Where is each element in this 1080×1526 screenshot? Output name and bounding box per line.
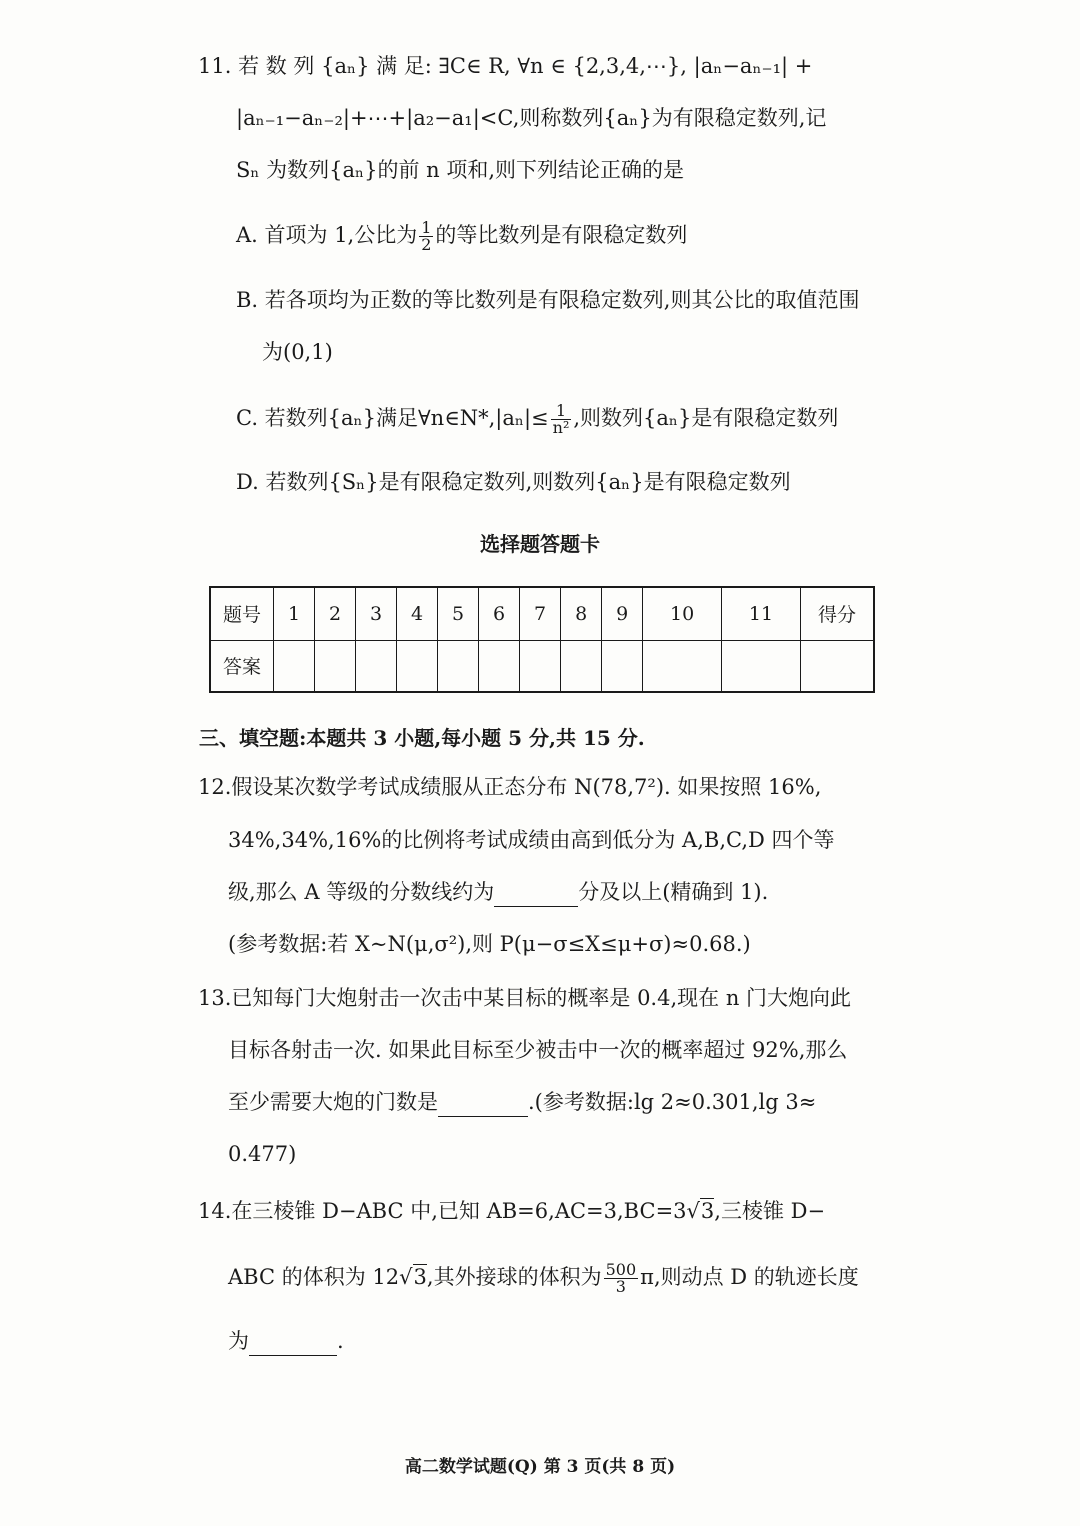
q11-line-1: 11. 若 数 列 {aₙ} 满 足: ∃C∈ R, ∀n ∈ {2,3,4,⋯}, |aₙ−aₙ₋₁| +	[198, 54, 813, 78]
question-number-cell: 11	[722, 587, 801, 640]
page-footer: 高二数学试题(Q) 第 3 页(共 8 页)	[404, 1457, 676, 1477]
option-a-text: A. 首项为 1,公比为	[236, 223, 418, 247]
answer-cell[interactable]	[520, 640, 561, 692]
q13-line-4: 0.477)	[228, 1142, 297, 1166]
q14-line-2: ABC 的体积为 12√3,其外接球的体积为 $\frac{500}{3}$ π,则动点 D 的轨迹长度	[228, 1260, 859, 1296]
answer-row	[210, 640, 874, 692]
q14-text: 为	[228, 1329, 249, 1353]
q14-text-end: .	[337, 1329, 344, 1353]
answer-blank[interactable]	[438, 1088, 528, 1117]
q13-line-1: 13.已知每门大炮射击一次击中某目标的概率是 0.4,现在 n 门大炮向此	[198, 986, 852, 1010]
answer-blank[interactable]	[494, 878, 578, 907]
answer-cell[interactable]	[274, 640, 315, 692]
answer-cell[interactable]	[397, 640, 438, 692]
q11-option-c	[236, 403, 838, 436]
q14-text-mid: ,其外接球的体积为	[426, 1265, 602, 1289]
answer-card-table	[209, 586, 875, 693]
answer-cell[interactable]	[722, 640, 801, 692]
question-number-cell: 3	[356, 587, 397, 640]
q14-text-end: π,则动点 D 的轨迹长度	[640, 1265, 859, 1289]
q11-line-2: |aₙ₋₁−aₙ₋₂|+⋯+|a₂−a₁|<C,则称数列{aₙ}为有限稳定数列,记	[236, 106, 827, 130]
fraction-500-over-3	[604, 1262, 639, 1295]
answer-cell[interactable]	[479, 640, 520, 692]
q11-option-b-line-1: B. 若各项均为正数的等比数列是有限稳定数列,则其公比的取值范围	[236, 288, 860, 312]
question-number-cell: 2	[315, 587, 356, 640]
row-label-answer: 答案	[210, 640, 274, 692]
question-number-cell: 8	[561, 587, 602, 640]
radicand: 3	[700, 1199, 715, 1223]
score-label-cell: 得分	[801, 587, 875, 640]
answer-cell[interactable]	[438, 640, 479, 692]
fraction-denominator: 2	[421, 235, 432, 254]
q14-line-1: 14.在三棱锥 D−ABC 中,已知 AB=6,AC=3,BC=3√3,三棱锥 D−	[198, 1199, 826, 1223]
q11-option-d: D. 若数列{Sₙ}是有限稳定数列,则数列{aₙ}是有限稳定数列	[236, 470, 791, 494]
question-number-cell: 9	[602, 587, 643, 640]
radicand: 3	[413, 1265, 427, 1289]
q12-reference-data: (参考数据:若 X∼N(μ,σ²),则 P(μ−σ≤X≤μ+σ)≈0.68.)	[228, 932, 751, 956]
fraction-denominator: 3	[615, 1277, 626, 1296]
answer-blank[interactable]	[249, 1327, 337, 1356]
q12-text: 级,那么 A 等级的分数线约为	[228, 880, 495, 904]
q13-text-end: .(参考数据:lg 2≈0.301,lg 3≈	[528, 1090, 817, 1114]
question-number-cell: 4	[397, 587, 438, 640]
question-number-cell: 7	[520, 587, 561, 640]
fraction-numerator: 1	[551, 403, 572, 420]
q14-text-end: ,三棱锥 D−	[714, 1199, 826, 1223]
fraction-numerator: 500	[605, 1260, 637, 1279]
q12-line-1: 12.假设某次数学考试成绩服从正态分布 N(78,7²). 如果按照 16%,	[198, 775, 822, 799]
answer-cell[interactable]	[561, 640, 602, 692]
fraction-denominator: n²	[552, 418, 570, 437]
q12-text-end: 分及以上(精确到 1).	[578, 880, 769, 904]
q13-text: 至少需要大炮的门数是	[228, 1090, 438, 1114]
question-number-cell: 10	[643, 587, 722, 640]
fraction-one-over-n-squared	[551, 403, 572, 436]
answer-cell[interactable]	[315, 640, 356, 692]
q13-line-2: 目标各射击一次. 如果此目标至少被击中一次的概率超过 92%,那么	[228, 1038, 848, 1062]
score-cell[interactable]	[801, 640, 875, 692]
answer-cell[interactable]	[643, 640, 722, 692]
question-number-cell: 6	[479, 587, 520, 640]
q13-line-3	[228, 1088, 816, 1117]
fraction-numerator: 1	[421, 218, 432, 237]
q14-text: ABC 的体积为 12	[228, 1265, 400, 1289]
option-c-text: C. 若数列{aₙ}满足∀n∈N*,|aₙ|≤	[236, 406, 549, 430]
q14-text: 14.在三棱锥 D−ABC 中,已知 AB=6,AC=3,BC=3	[198, 1199, 687, 1223]
question-number-row	[210, 587, 874, 640]
q12-line-3	[228, 878, 768, 907]
q11-option-b-line-2: 为(0,1)	[262, 340, 333, 364]
question-number-cell: 1	[274, 587, 315, 640]
q12-line-2: 34%,34%,16%的比例将考试成绩由高到低分为 A,B,C,D 四个等	[228, 828, 835, 852]
option-a-text-end: 的等比数列是有限稳定数列	[435, 223, 688, 247]
answer-cell[interactable]	[602, 640, 643, 692]
row-label-question-number: 题号	[210, 587, 274, 640]
question-number-cell: 5	[438, 587, 479, 640]
answer-cell[interactable]	[356, 640, 397, 692]
fraction-one-half	[419, 220, 433, 253]
option-c-text-end: ,则数列{aₙ}是有限稳定数列	[573, 406, 839, 430]
answer-card-title: 选择题答题卡	[480, 532, 600, 556]
q11-option-a	[236, 220, 687, 253]
section-heading-fill-in: 三、填空题:本题共 3 小题,每小题 5 分,共 15 分.	[199, 726, 645, 750]
q11-line-3: Sₙ 为数列{aₙ}的前 n 项和,则下列结论正确的是	[236, 158, 685, 182]
q14-line-3	[228, 1327, 344, 1356]
